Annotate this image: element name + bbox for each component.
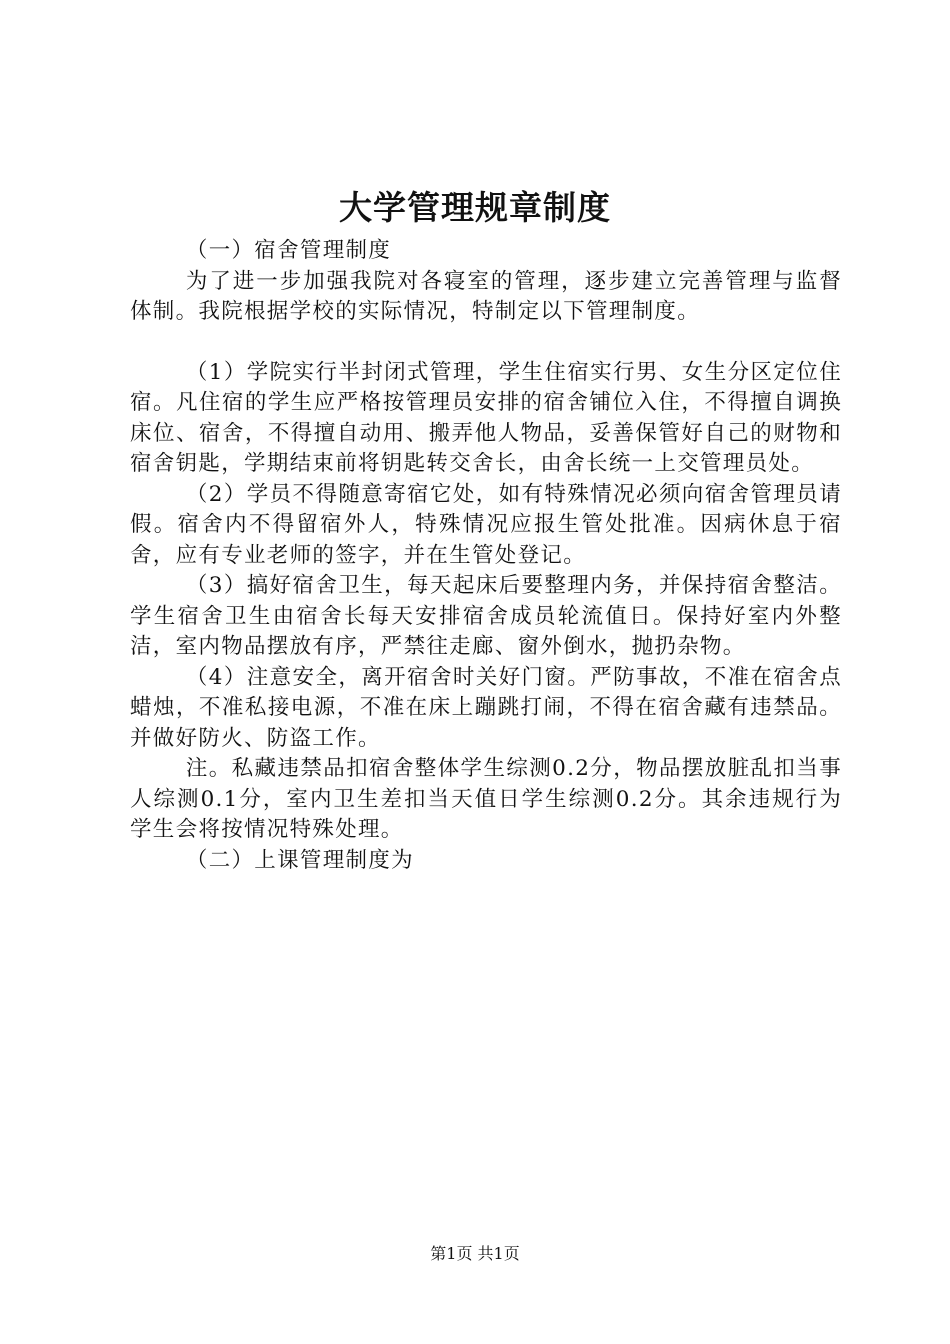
rule-paragraph-2: （2）学员不得随意寄宿它处，如有特殊情况必须向宿舍管理员请假。宿舍内不得留宿外人，特殊情况应报生管处批准。因病休息于宿舍，应有专业老师的签字，并在生管处登记。 (130, 481, 842, 568)
rule-paragraph-3: （3）搞好宿舍卫生，每天起床后要整理内务，并保持宿舍整洁。学生宿舍卫生由宿舍长每天安排宿舍成员轮流值日。保持好室内外整洁，室内物品摆放有序，严禁往走廊、窗外倒水，抛扔杂物。 (130, 573, 842, 659)
document-title: 大学管理规章制度 (339, 188, 611, 227)
rule-paragraph-4: （4）注意安全，离开宿舍时关好门窗。严防事故，不准在宿舍点蜡烛，不准私接电源，不准在床上蹦跳打闹，不得在宿舍藏有违禁品。并做好防火、防盗工作。 (130, 664, 842, 751)
note-paragraph: 注。私藏违禁品扣宿舍整体学生综测0.2分，物品摆放脏乱扣当事人综测0.1分，室内卫生差扣当天值日学生综测0.2分。其余违规行为学生会将按情况特殊处理。 (130, 756, 842, 842)
page-footer: 第1页 共1页 (430, 1244, 520, 1263)
section-heading-class: （二）上课管理制度为 (185, 847, 414, 873)
rule-paragraph-1: （1）学院实行半封闭式管理，学生住宿实行男、女生分区定位住宿。凡住宿的学生应严格按管理员安排的宿舍铺位入住，不得擅自调换床位、宿舍，不得擅自动用、搬弄他人物品，妥善保管好自己的财物和宿舍钥匙，学期结束前将钥匙转交舍长，由舍长统一上交管理员处。 (130, 359, 842, 476)
section-heading-dormitory: （一）宿舍管理制度 (185, 238, 392, 263)
intro-paragraph: 为了进一步加强我院对各寝室的管理，逐步建立完善管理与监督体制。我院根据学校的实际情况，特制定以下管理制度。 (130, 268, 842, 324)
document-body (130, 236, 842, 876)
